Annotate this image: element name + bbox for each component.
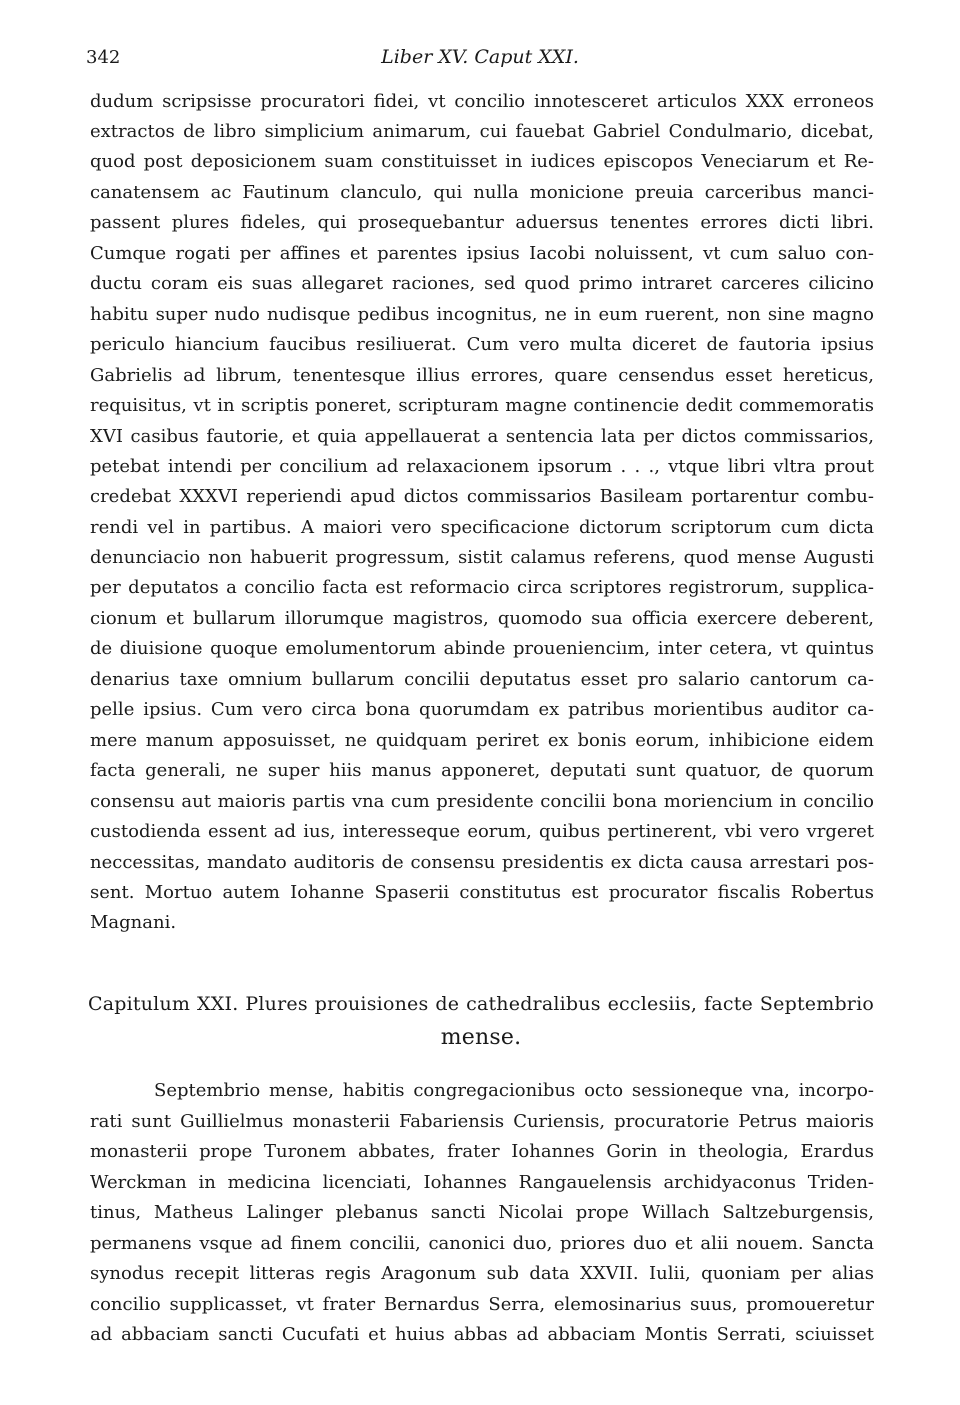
chapter-heading-line: mense. xyxy=(440,1025,522,1050)
text-line: dudum scripsisse procuratori fidei, vt concilio innotesceret articulos XXX erroneos xyxy=(90,91,874,112)
text-line: rati sunt Guillielmus monasterii Fabariensis Curiensis, procuratorie Petrus maioris xyxy=(90,1111,874,1132)
text-line: Cumque rogati per affines et parentes ipsius Iacobi noluissent, vt cum saluo con- xyxy=(90,243,874,264)
text-line: Gabrielis ad librum, tenentesque illius errores, quare censendus esset hereticus, xyxy=(90,365,874,386)
text-line: denarius taxe omnium bullarum concilii deputatus esset pro salario cantorum ca- xyxy=(90,669,874,690)
text-line: per deputatos a concilio facta est reformacio circa scriptores registrorum, supplica- xyxy=(90,577,874,598)
chapter-heading xyxy=(88,987,874,1055)
text-line: requisitus, vt in scriptis poneret, scripturam magne continencie dedit commemoratis xyxy=(90,395,874,416)
text-line: rendi vel in partibus. A maiori vero specificacione dictorum scriptorum cum dicta xyxy=(90,517,874,538)
running-title: Liber XV. Caput XXI. xyxy=(381,46,579,68)
text-line: monasterii prope Turonem abbates, frater Iohannes Gorin in theologia, Erardus xyxy=(90,1141,874,1162)
text-line: mere manum apposuisset, ne quidquam periret ex bonis eorum, inhibicione eidem xyxy=(90,730,874,751)
text-line: sent. Mortuo autem Iohanne Spaserii constitutus est procurator fiscalis Robertus xyxy=(90,882,874,903)
text-line: concilio supplicasset, vt frater Bernardus Serra, elemosinarius suus, promoueretur xyxy=(90,1294,874,1315)
text-line: ductu coram eis suas allegaret raciones, sed quod primo intraret carceres cilicino xyxy=(90,273,874,294)
text-line: XVI casibus fautorie, et quia appellauerat a sentencia lata per dictos commissarios, xyxy=(90,426,874,447)
text-line: de diuisione quoque emolumentorum abinde prouenienciım, inter cetera, vt quintus xyxy=(90,638,874,659)
text-line: extractos de libro simplicium animarum, cui fauebat Gabriel Condulmario, dicebat, xyxy=(90,121,874,142)
text-line: denunciacio non habuerit progressum, sistit calamus referens, quod mense Augusti xyxy=(90,547,874,568)
text-line: pelle ipsius. Cum vero circa bona quorumdam ex patribus morientibus auditor ca- xyxy=(90,699,874,720)
text-line: synodus recepit litteras regis Aragonum sub data XXVII. Iulii, quoniam per alias xyxy=(90,1263,874,1284)
text-line: ad abbaciam sancti Cucufati et huius abbas ad abbaciam Montis Serrati, sciuisset xyxy=(90,1324,874,1345)
text-line: habitu super nudo nudisque pedibus incognitus, ne in eum ruerent, non sine magno xyxy=(90,304,874,325)
text-line: Werckman in medicina licenciati, Iohannes Rangauelensis archidyaconus Triden- xyxy=(90,1172,874,1193)
text-line: consensu aut maioris partis vna cum presidente concilii bona moriencium in concilio xyxy=(90,791,874,812)
text-line: custodienda essent ad ius, interesseque eorum, quibus pertinerent, vbi vero vrgeret xyxy=(90,821,874,842)
text-line: tinus, Matheus Lalinger plebanus sancti Nicolai prope Willach Saltzeburgensis, xyxy=(90,1202,874,1223)
text-line: Septembrio mense, habitis congregacionibus octo sessioneque vna, incorpo- xyxy=(154,1080,874,1101)
text-line: neccessitas, mandato auditoris de consensu presidentis ex dicta causa arrestari pos- xyxy=(90,852,874,873)
chapter-heading-line: Capitulum XXI. Plures prouisiones de cathedralibus ecclesiis, facte Septembrio xyxy=(88,993,874,1015)
text-line: credebat XXXVI reperiendi apud dictos commissarios Basileam portarentur combu- xyxy=(90,486,874,507)
text-line: Magnani. xyxy=(90,912,177,933)
text-line: facta generali, ne super hiis manus apponeret, deputati sunt quatuor, de quorum xyxy=(90,760,874,781)
text-line: cionum et bullarum illorumque magistros, quomodo sua officia exercere deberent, xyxy=(90,608,874,629)
text-line: periculo hiancium faucibus resiliuerat. Cum vero multa diceret de fautoria ipsius xyxy=(90,334,874,355)
text-line: petebat intendi per concilium ad relaxacionem ipsorum . . ., vtque libri vltra prout xyxy=(90,456,874,477)
text-line: canatensem ac Fautinum clanculo, qui nulla monicione preuia carceribus manci- xyxy=(90,182,874,203)
text-line: quod post deposicionem suam constituisset in iudices episcopos Veneciarum et Re- xyxy=(90,151,874,172)
text-line: permanens vsque ad finem concilii, canonici duo, priores duo et alii nouem. Sancta xyxy=(90,1233,874,1254)
page-number: 342 xyxy=(86,47,121,68)
text-line: passent plures fideles, qui prosequebantur aduersus tenentes errores dicti libri. xyxy=(90,212,874,233)
